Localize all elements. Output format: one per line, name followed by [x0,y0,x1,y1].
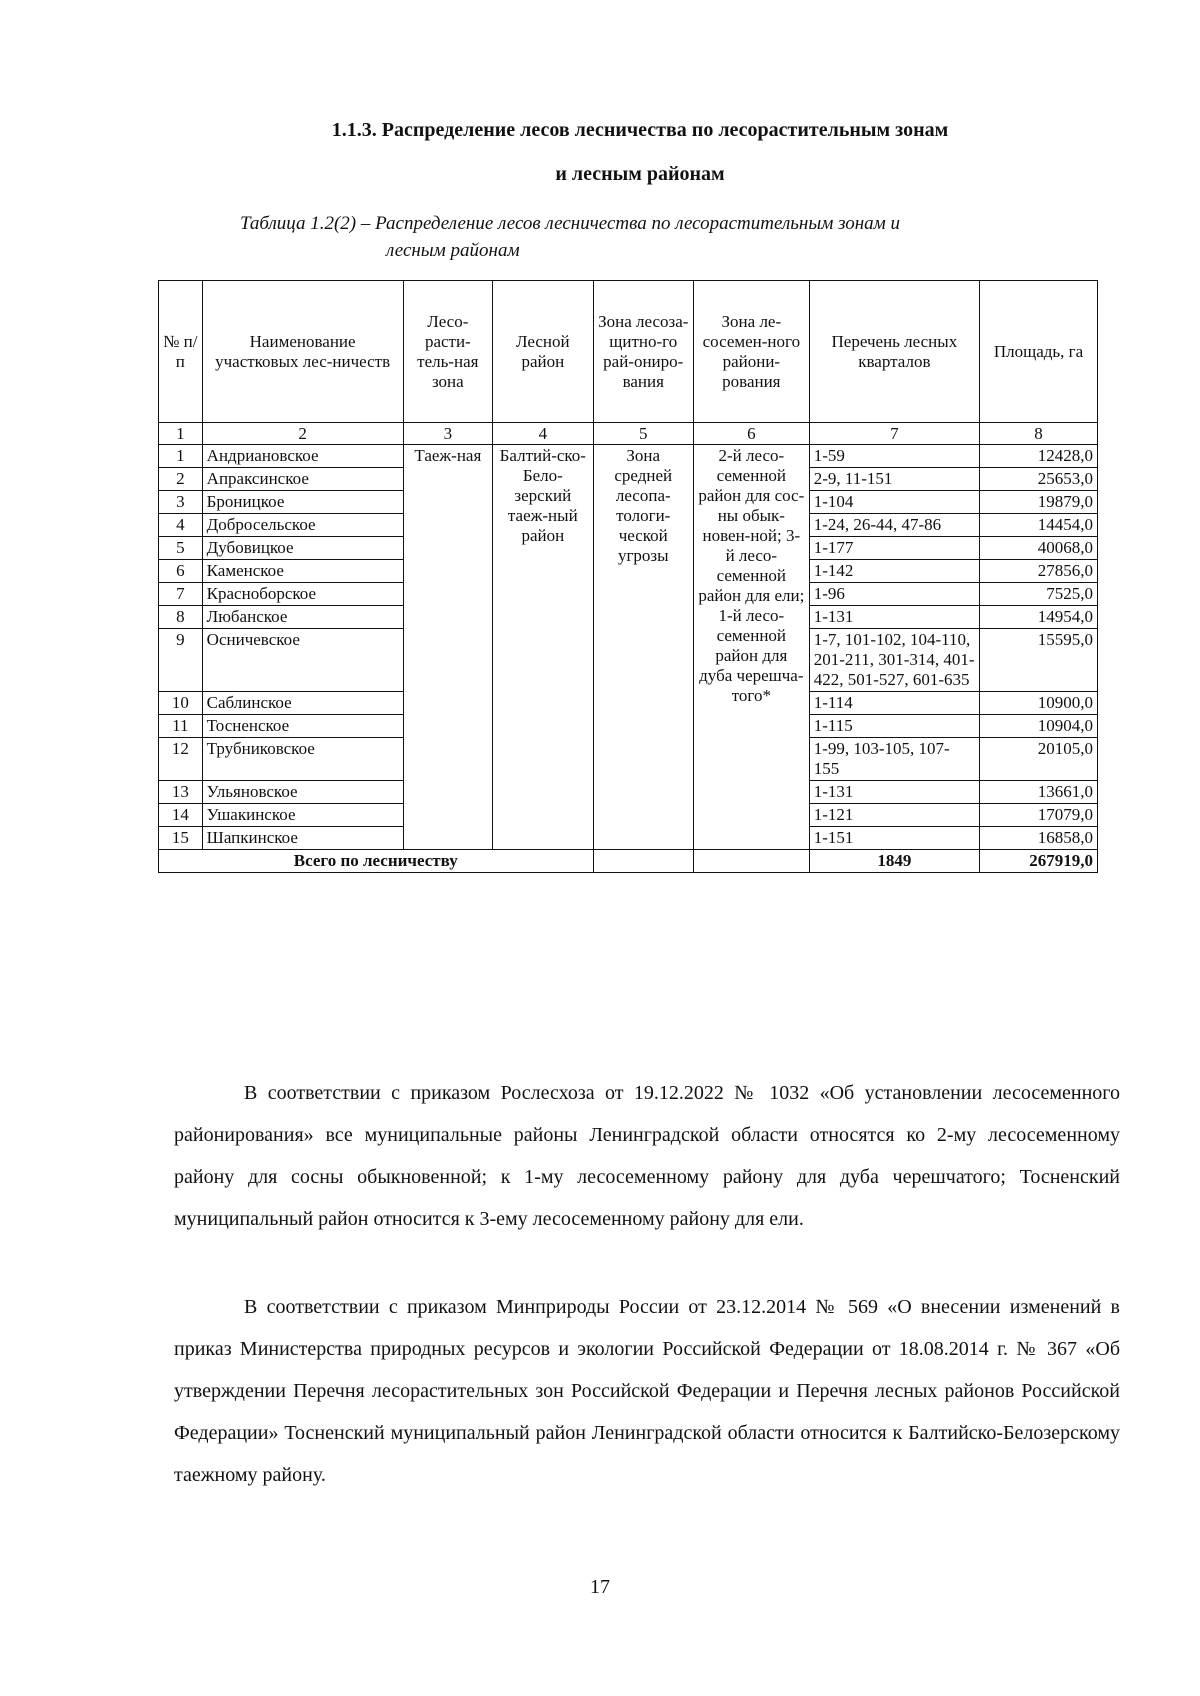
forest-distribution-table [158,280,1098,873]
row-quarters: 1-96 [809,583,979,606]
row-quarters: 1-114 [809,692,979,715]
row-num: 6 [159,560,203,583]
row-name: Саблинское [202,692,403,715]
row-num: 10 [159,692,203,715]
table-row [159,445,1098,468]
row-quarters: 2-9, 11-151 [809,468,979,491]
row-name: Трубниковское [202,738,403,781]
row-area: 14454,0 [980,514,1098,537]
total-empty-cell [693,850,809,873]
row-area: 12428,0 [980,445,1098,468]
row-num: 4 [159,514,203,537]
total-empty-cell [593,850,693,873]
table-caption [240,210,1120,264]
section-heading-continued: и лесным районам [555,163,725,185]
col-number: 5 [593,423,693,445]
row-area: 16858,0 [980,827,1098,850]
header-seed: Зона ле-сосемен-ного райони-рования [693,281,809,423]
row-num: 1 [159,445,203,468]
header-zone: Лесо-расти-тель-ная зона [403,281,493,423]
col-number: 3 [403,423,493,445]
header-district: Лесной район [493,281,593,423]
row-area: 14954,0 [980,606,1098,629]
row-num: 9 [159,629,203,692]
row-num: 14 [159,804,203,827]
column-number-row [159,423,1098,445]
row-area: 10900,0 [980,692,1098,715]
row-num: 13 [159,781,203,804]
row-quarters: 1-177 [809,537,979,560]
row-area: 10904,0 [980,715,1098,738]
table-caption-line1: Таблица 1.2(2) – Распределение лесов лесничества по лесорастительным зонам и [240,213,901,234]
row-area: 25653,0 [980,468,1098,491]
row-quarters: 1-24, 26-44, 47-86 [809,514,979,537]
header-protect: Зона лесоза-щитно-го рай-ониро-вания [593,281,693,423]
row-num: 12 [159,738,203,781]
row-area: 17079,0 [980,804,1098,827]
section-heading: 1.1.3. Распределение лесов лесничества по лесорастительным зонам [331,119,949,141]
table-caption-line2: лесным районам [386,240,520,261]
row-quarters: 1-99, 103-105, 107-155 [809,738,979,781]
table-header-row [159,281,1098,423]
row-name: Дубовицкое [202,537,403,560]
row-quarters: 1-131 [809,781,979,804]
row-num: 7 [159,583,203,606]
merged-district: Балтий-ско-Бело-зерский таеж-ный район [493,445,593,850]
col-number: 1 [159,423,203,445]
row-area: 20105,0 [980,738,1098,781]
col-number: 8 [980,423,1098,445]
row-area: 7525,0 [980,583,1098,606]
row-name: Апраксинское [202,468,403,491]
row-area: 27856,0 [980,560,1098,583]
col-number: 4 [493,423,593,445]
total-area: 267919,0 [980,850,1098,873]
header-area: Площадь, га [980,281,1098,423]
row-quarters: 1-115 [809,715,979,738]
row-quarters: 1-104 [809,491,979,514]
row-quarters: 1-131 [809,606,979,629]
row-name: Любанское [202,606,403,629]
row-name: Тосненское [202,715,403,738]
row-area: 40068,0 [980,537,1098,560]
col-number: 2 [202,423,403,445]
body-paragraph: В соответствии с приказом Рослесхоза от 19.12.2022 № 1032 «Об установлении лесосеменного районирования» все муниципальные районы Ленинградской области относятся ко 2-му лесосеменному району для сосны обыкновенной; к 1-му лесосеменному району для дуба черешчатого; Тосненский муниципальный район относится к 3-ему лесосеменному району для ели. [174,1082,1120,1230]
row-area: 13661,0 [980,781,1098,804]
row-name: Шапкинское [202,827,403,850]
row-name: Добросельское [202,514,403,537]
page-number: 17 [590,1576,610,1598]
row-area: 19879,0 [980,491,1098,514]
row-name: Броницкое [202,491,403,514]
merged-protect-zone: Зона средней лесопа-тологи-ческой угрозы [593,445,693,850]
col-number: 6 [693,423,809,445]
row-num: 11 [159,715,203,738]
body-paragraph: В соответствии с приказом Минприроды России от 23.12.2014 № 569 «О внесении изменений в приказ Министерства природных ресурсов и экологии Российской Федерации от 18.08.2014 г. № 367 «Об утверждении Перечня лесорастительных зон Российской Федерации и Перечня лесных районов Российской Федерации» Тосненский муниципальный район Ленинградской области относится к Балтийско-Белозерскому таежному району. [174,1296,1120,1486]
total-quarters: 1849 [809,850,979,873]
row-quarters: 1-151 [809,827,979,850]
row-num: 2 [159,468,203,491]
row-name: Красноборское [202,583,403,606]
row-area: 15595,0 [980,629,1098,692]
header-name: Наименование участковых лес-ничеств [202,281,403,423]
col-number: 7 [809,423,979,445]
row-num: 5 [159,537,203,560]
row-num: 15 [159,827,203,850]
row-num: 3 [159,491,203,514]
row-name: Осничевское [202,629,403,692]
row-quarters: 1-7, 101-102, 104-110, 201-211, 301-314, 401-422, 501-527, 601-635 [809,629,979,692]
merged-zone: Таеж-ная [403,445,493,850]
total-label: Всего по лесничеству [159,850,594,873]
row-name: Ушакинское [202,804,403,827]
row-quarters: 1-142 [809,560,979,583]
row-quarters: 1-59 [809,445,979,468]
merged-seed-zone: 2-й лесо-семенной район для сос-ны обык-новен-ной; 3-й лесо-семенной район для ели; 1-й лесо-семенной район для дуба черешча-того* [693,445,809,850]
row-name: Андриановское [202,445,403,468]
row-num: 8 [159,606,203,629]
row-name: Каменское [202,560,403,583]
table-total-row [159,850,1098,873]
row-name: Ульяновское [202,781,403,804]
header-num: № п/п [159,281,203,423]
header-quarters: Перечень лесных кварталов [809,281,979,423]
row-quarters: 1-121 [809,804,979,827]
